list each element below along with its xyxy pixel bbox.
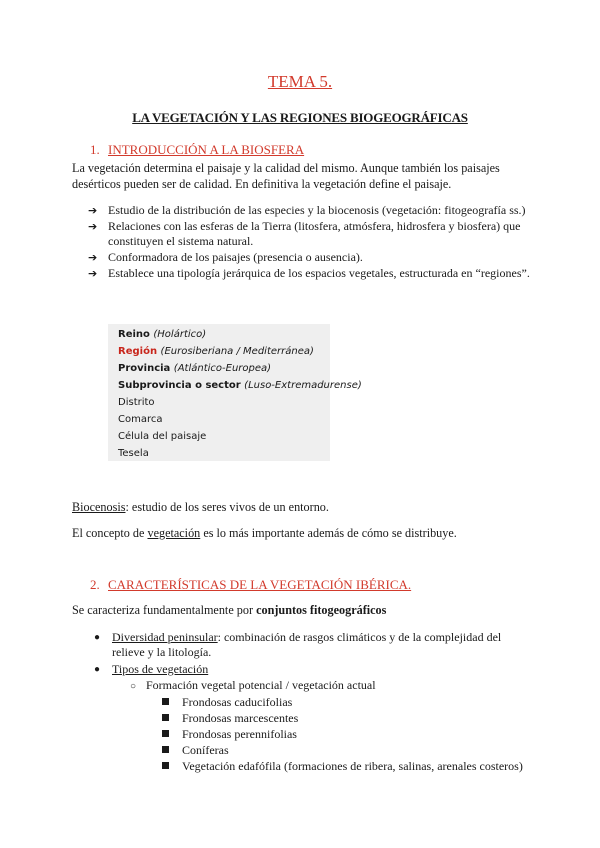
bullet-square-icon — [162, 762, 169, 769]
arrow-icon: ➔ — [88, 220, 98, 233]
bullet-square-icon — [162, 698, 169, 705]
bullet-square-icon — [162, 714, 169, 721]
list-item: Frondosas caducifolias — [162, 694, 523, 710]
list-item: ➔ Estudio de la distribución de las especies y la biocenosis (vegetación: fitogeografía ss.) — [88, 203, 526, 217]
hierarchy-provincia: Provincia (Atlántico-Europea) — [118, 363, 272, 374]
arrow-icon: ➔ — [88, 267, 98, 280]
list-item: Coníferas — [162, 742, 523, 758]
hierarchy-distrito: Distrito — [118, 397, 155, 408]
biocenosis-definition: Biocenosis: estudio de los seres vivos de un entorno. — [72, 500, 329, 514]
bullet-disc-icon: ● — [94, 664, 101, 675]
tipos-item: ● Tipos de vegetación — [94, 662, 209, 676]
bullet-circle-icon: ○ — [130, 681, 137, 692]
vegetacion-term: vegetación — [147, 526, 201, 540]
section-1-number: 1. — [90, 142, 100, 157]
conjuntos-term: conjuntos fitogeográficos — [256, 603, 387, 617]
hierarchy-tesela: Tesela — [118, 448, 149, 459]
section-2-lead: Se caracteriza fundamentalmente por conjuntos fitogeográficos — [72, 603, 387, 617]
section-1-heading — [90, 142, 304, 158]
bullet-square-icon — [162, 730, 169, 737]
hierarchy-reino: Reino (Holártico) — [118, 329, 207, 340]
bullet-square-icon — [162, 746, 169, 753]
list-item: ➔ Relaciones con las esferas de la Tierra (litosfera, atmósfera, hidrosfera y biosfera) que constituyen el sistema natural. — [88, 219, 521, 248]
hierarchy-celula: Célula del paisaje — [118, 431, 207, 442]
hierarchy-subprovincia: Subprovincia o sector (Luso-Extremadurense) — [118, 380, 362, 391]
section-2-number: 2. — [90, 577, 100, 592]
section-1-title: INTRODUCCIÓN A LA BIOSFERA — [108, 142, 305, 157]
section-1-intro: La vegetación determina el paisaje y la calidad del mismo. Aunque también los paisajes desérticos pueden ser de calidad. En definitiva la vegetación define el paisaje. — [72, 161, 500, 191]
bullet-disc-icon: ● — [94, 632, 101, 643]
list-item: ➔ Establece una tipología jerárquica de los espacios vegetales, estructurada en “regiones”. — [88, 266, 530, 280]
section-2-heading — [90, 577, 411, 593]
arrow-bullet-list — [88, 203, 538, 282]
biocenosis-term: Biocenosis — [72, 500, 126, 514]
hierarchy-box — [108, 324, 362, 461]
formacion-item: ○ Formación vegetal potencial / vegetación actual — [130, 678, 376, 692]
main-title: TEMA 5. — [267, 72, 333, 91]
arrow-icon: ➔ — [88, 251, 98, 264]
list-item: Vegetación edafófila (formaciones de ribera, salinas, arenales costeros) — [162, 758, 523, 774]
hierarchy-comarca: Comarca — [118, 414, 163, 425]
concept-sentence: El concepto de vegetación es lo más importante además de cómo se distribuye. — [72, 526, 457, 540]
vegetation-types-list — [162, 694, 523, 774]
arrow-icon: ➔ — [88, 204, 98, 217]
list-item: Frondosas perennifolias — [162, 726, 523, 742]
subtitle: LA VEGETACIÓN Y LAS REGIONES BIOGEOGRÁFICAS — [132, 110, 468, 125]
list-item: Frondosas marcescentes — [162, 710, 523, 726]
diversidad-item: ● Diversidad peninsular: combinación de rasgos climáticos y de la complejidad del relieve y la litología. — [94, 630, 502, 659]
list-item: ➔ Conformadora de los paisajes (presencia o ausencia). — [88, 250, 363, 264]
hierarchy-region: Región (Eurosiberiana / Mediterránea) — [118, 346, 314, 357]
section-2-title: CARACTERÍSTICAS DE LA VEGETACIÓN IBÉRICA. — [108, 577, 412, 592]
